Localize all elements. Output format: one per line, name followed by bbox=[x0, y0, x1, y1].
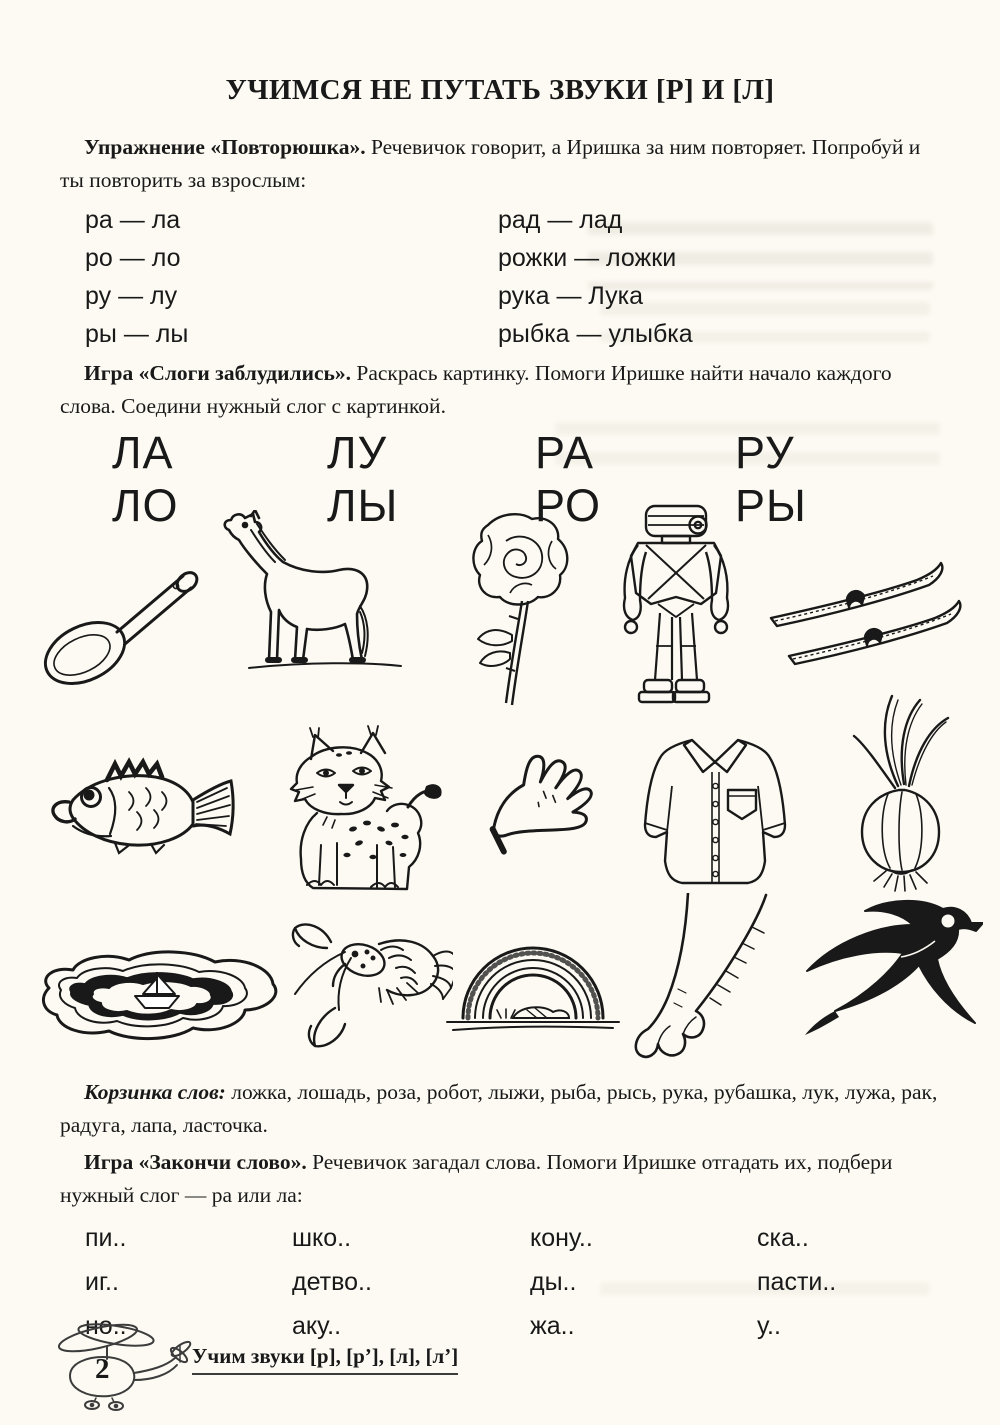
game-syllables-intro bbox=[60, 357, 942, 424]
exercise-name: Упражнение «Повторюшка». bbox=[84, 135, 366, 159]
helicopter-icon bbox=[40, 1318, 200, 1413]
picture-crayfish bbox=[283, 912, 453, 1062]
fish-illustration bbox=[45, 750, 240, 870]
word-stem: пи.. bbox=[85, 1224, 127, 1252]
picture-rose bbox=[448, 505, 598, 710]
game-finish-word-name: Игра «Закончи слово». bbox=[84, 1150, 307, 1174]
game-syllables-name: Игра «Слоги заблудились». bbox=[84, 361, 351, 385]
word-stem: ска.. bbox=[757, 1224, 809, 1252]
word-stem: иг.. bbox=[85, 1268, 119, 1296]
stems-column-4 bbox=[757, 1216, 836, 1348]
game-finish-word-text: Речевичок загадал слова. Помоги Иришке отгадать их, подбери нужный слог — ра или ла: bbox=[60, 1150, 893, 1208]
word-stem: шко.. bbox=[292, 1224, 352, 1252]
word-stem: у.. bbox=[757, 1312, 781, 1340]
word-basket-label: Корзинка слов: bbox=[84, 1080, 226, 1104]
stems-column-3 bbox=[530, 1216, 593, 1348]
picture-shirt bbox=[630, 730, 800, 905]
word-basket bbox=[60, 1076, 952, 1143]
horse-illustration bbox=[205, 510, 410, 710]
syllable-pairs-left bbox=[85, 201, 188, 353]
pair-item: ро — ло bbox=[85, 244, 181, 272]
word-stem: жа.. bbox=[530, 1312, 575, 1340]
syllable: ЛЫ bbox=[327, 480, 399, 531]
syllable: РА bbox=[535, 427, 595, 478]
picture-hand bbox=[487, 740, 627, 875]
lynx-illustration bbox=[255, 725, 455, 910]
word-stem: аку.. bbox=[292, 1312, 342, 1340]
hand-illustration bbox=[487, 740, 627, 875]
pair-item: рука — Лука bbox=[498, 282, 643, 310]
skis-illustration bbox=[765, 560, 965, 685]
picture-spoon bbox=[35, 550, 205, 695]
spoon-illustration bbox=[35, 550, 205, 695]
series-title: Учим звуки [р], [р’], [л], [л’] bbox=[192, 1344, 458, 1375]
exercise-text: Речевичок говорит, а Иришка за ним повторяет. Попробуй и ты повторить за взрослым: bbox=[60, 135, 921, 193]
picture-lynx bbox=[255, 725, 455, 910]
syllable: ЛУ bbox=[327, 427, 388, 478]
robot-illustration bbox=[612, 500, 742, 735]
picture-animal-paw bbox=[630, 893, 800, 1073]
rainbow-illustration bbox=[443, 922, 623, 1042]
pair-item: ру — лу bbox=[85, 282, 178, 310]
word-basket-words: ложка, лошадь, роза, робот, лыжи, рыба, рысь, рука, рубашка, лук, лужа, рак, радуга, лапа, ласточка. bbox=[60, 1080, 938, 1138]
word-stem: кону.. bbox=[530, 1224, 593, 1252]
word-stem: детво.. bbox=[292, 1268, 372, 1296]
game-syllables-text: Раскрась картинку. Помоги Иришке найти начало каждого слова. Соедини нужный слог с картинкой. bbox=[60, 361, 892, 419]
pair-item: ры — лы bbox=[85, 320, 189, 348]
pair-item: рад — лад bbox=[498, 206, 623, 234]
swallow-illustration bbox=[793, 897, 983, 1047]
syllable-column-ru-ry bbox=[735, 426, 807, 532]
picture-swallow bbox=[793, 897, 983, 1047]
crayfish-illustration bbox=[283, 912, 453, 1062]
page-title: УЧИМСЯ НЕ ПУТАТЬ ЗВУКИ [Р] И [Л] bbox=[225, 74, 775, 106]
picture-rainbow bbox=[443, 922, 623, 1042]
syllable: РУ bbox=[735, 427, 795, 478]
picture-puddle bbox=[35, 938, 285, 1048]
shirt-illustration bbox=[630, 730, 800, 905]
word-stem: ды.. bbox=[530, 1268, 577, 1296]
pair-item: ра — ла bbox=[85, 206, 181, 234]
picture-horse bbox=[205, 510, 410, 710]
syllable: РЫ bbox=[735, 480, 807, 531]
word-stem: но.. bbox=[85, 1312, 127, 1340]
syllable: ЛА bbox=[112, 427, 174, 478]
animal-paw-illustration bbox=[630, 893, 800, 1073]
puddle-with-paper-boat-illustration bbox=[35, 938, 285, 1048]
picture-robot bbox=[612, 500, 742, 735]
footer-helicopter bbox=[40, 1318, 200, 1413]
syllable-pairs-right bbox=[498, 201, 693, 353]
rose-illustration bbox=[448, 505, 598, 710]
pair-item: рыбка — улыбка bbox=[498, 320, 693, 348]
stems-column-2 bbox=[292, 1216, 372, 1348]
pair-item: рожки — ложки bbox=[498, 244, 677, 272]
picture-skis bbox=[765, 560, 965, 685]
picture-fish bbox=[45, 750, 240, 870]
onion-illustration bbox=[838, 692, 968, 897]
game-finish-word-intro bbox=[60, 1146, 942, 1213]
syllable: ЛО bbox=[112, 480, 179, 531]
syllable: РО bbox=[535, 480, 602, 531]
word-stem: пасти.. bbox=[757, 1268, 837, 1296]
picture-onion bbox=[838, 692, 968, 897]
syllable-column-la-lo bbox=[112, 426, 179, 532]
exercise-intro bbox=[60, 131, 942, 198]
page-number: 2 bbox=[95, 1353, 110, 1385]
